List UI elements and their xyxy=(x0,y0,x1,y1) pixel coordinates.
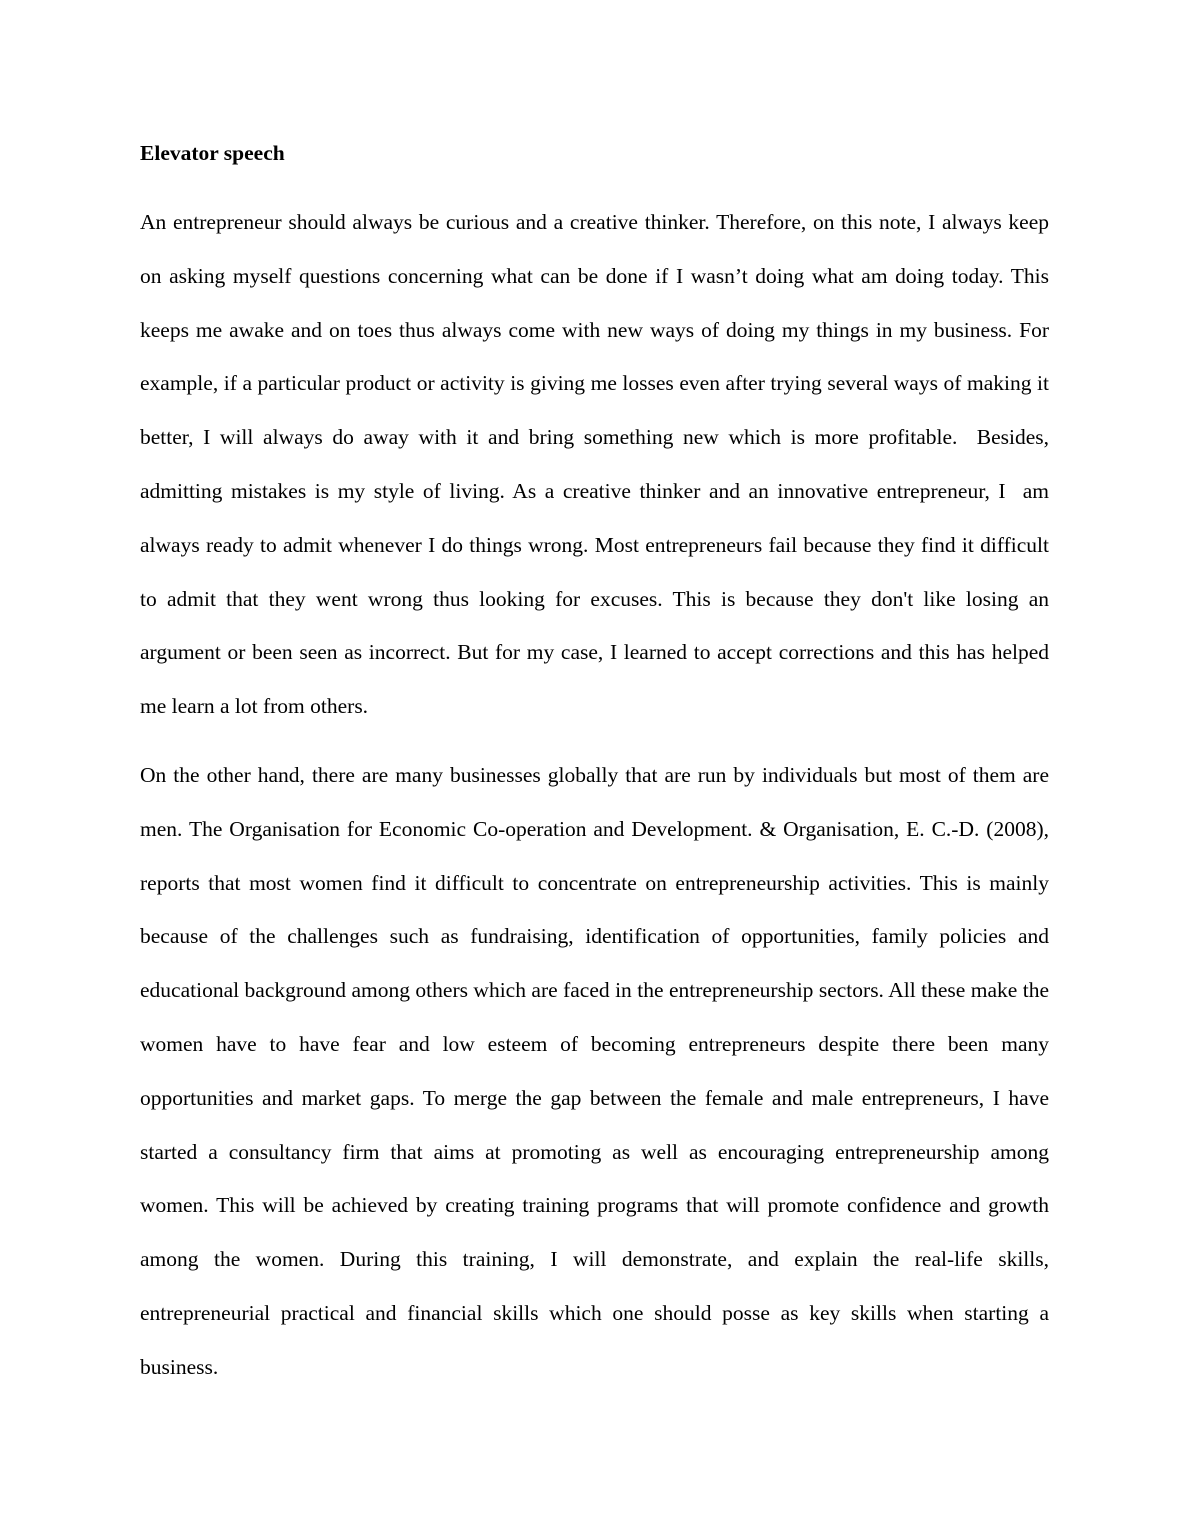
paragraph-1: An entrepreneur should always be curious and a creative thinker. Therefore, on this note, I always keep on asking myself questions concerning what can be done if I wasn’t doing what am doing today. This keeps me awake and on toes thus always come with new ways of doing my things in my business. For example, if a particular product or activity is giving me losses even after trying several ways of making it better, I will always do away with it and bring something new which is more profitable. Besides, admitting mistakes is my style of living. As a creative thinker and an innovative entrepreneur, I am always ready to admit whenever I do things wrong. Most entrepreneurs fail because they find it difficult to admit that they went wrong thus looking for excuses. This is because they don't like losing an argument or been seen as incorrect. But for my case, I learned to accept corrections and this has helped me learn a lot from others. xyxy=(140,210,1055,719)
document-body xyxy=(140,126,1055,1410)
document-title: Elevator speech xyxy=(140,141,285,165)
paragraph-2: On the other hand, there are many businesses globally that are run by individuals but most of them are men. The Organisation for Economic Co-operation and Development. & Organisation, E. C.-D. (2008), reports that most women find it difficult to concentrate on entrepreneurship activities. This is mainly because of the challenges such as fundraising, identification of opportunities, family policies and educational background among others which are faced in the entrepreneurship sectors. All these make the women have to have fear and low esteem of becoming entrepreneurs despite there been many opportunities and market gaps. To merge the gap between the female and male entrepreneurs, I have started a consultancy firm that aims at promoting as well as encouraging entrepreneurship among women. This will be achieved by creating training programs that will promote confidence and growth among the women. During this training, I will demonstrate, and explain the real-life skills, entrepreneurial practical and financial skills which one should posse as key skills when starting a business. xyxy=(140,762,1055,1379)
